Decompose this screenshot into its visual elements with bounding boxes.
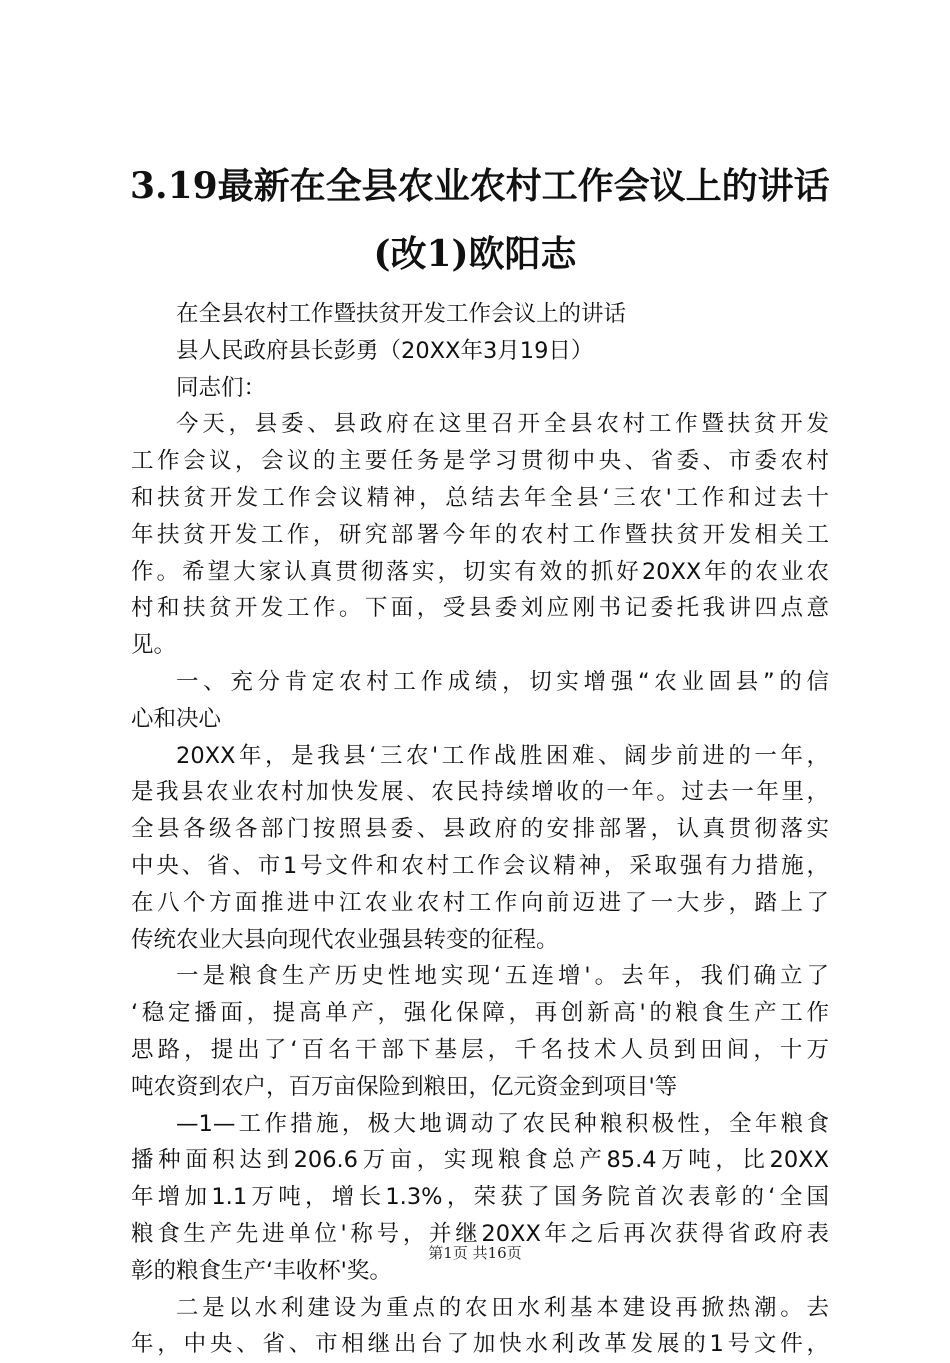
document-body (131, 296, 829, 1363)
body-text-line: —1—工作措施，极大地调动了农民种粮积极性，全年粮食 (176, 1110, 829, 1137)
body-text-line: 县人民政府县长彭勇（20XX年3月19日） (176, 337, 594, 364)
document-title-line-1: 3.19最新在全县农业农村工作会议上的讲话 (130, 165, 830, 207)
body-text-line: 思路，提出了‘百名干部下基层，千名技术人员到田间，十万 (131, 1036, 829, 1063)
body-text-line: 20XX年，是我县‘三农'工作战胜困难、阔步前进的一年， (176, 742, 829, 769)
body-text-line: 年增加1.1万吨，增长1.3%，荣获了国务院首次表彰的‘全国 (131, 1184, 829, 1211)
body-text-line: 传统农业大县向现代农业强县转变的征程。 (131, 926, 559, 953)
body-text-line: 中央、省、市1号文件和农村工作会议精神，采取强有力措施， (131, 852, 829, 879)
body-text-line: 作。希望大家认真贯彻落实，切实有效的抓好20XX年的农业农 (131, 558, 829, 585)
body-text-line: ‘稳定播面，提高单产，强化保障，再创新高'的粮食生产工作 (131, 1000, 829, 1027)
body-text-line: 彰的粮食生产‘丰收杯'奖。 (131, 1257, 392, 1284)
body-text-line: 二是以水利建设为重点的农田水利基本建设再掀热潮。去 (176, 1294, 829, 1321)
body-text-line: 一、充分肯定农村工作成绩，切实增强“农业固县”的信 (176, 668, 829, 695)
body-text-line: 工作会议，会议的主要任务是学习贯彻中央、省委、市委农村 (131, 448, 829, 475)
document-title-line-2: (改1)欧阳志 (373, 233, 577, 275)
body-text-line: 是我县农业农村加快发展、农民持续增收的一年。过去一年里， (131, 779, 829, 806)
body-text-line: 和扶贫开发工作会议精神，总结去年全县‘三农'工作和过去十 (131, 484, 829, 511)
body-text-line: 见。 (131, 632, 177, 659)
body-text-line: 吨农资到农户，百万亩保险到粮田，亿元资金到项目'等 (131, 1073, 678, 1100)
page-footer: 第1页 共16页 (428, 1244, 522, 1262)
body-text-line: 村和扶贫开发工作。下面，受县委刘应刚书记委托我讲四点意 (131, 595, 829, 622)
body-text-line: 年扶贫开发工作，研究部署今年的农村工作暨扶贫开发相关工 (131, 521, 829, 548)
body-text-line: 年，中央、省、市相继出台了加快水利改革发展的1号文件， (131, 1331, 829, 1358)
body-text-line: 播种面积达到206.6万亩，实现粮食总产85.4万吨，比20XX (131, 1147, 829, 1174)
body-text-line: 同志们： (176, 374, 267, 401)
body-text-line: 一是粮食生产历史性地实现‘五连增'。去年，我们确立了 (176, 963, 829, 990)
body-text-line: 全县各级各部门按照县委、县政府的安排部署，认真贯彻落实 (131, 816, 829, 843)
body-text-line: 粮食生产先进单位'称号，并继20XX年之后再次获得省政府表 (131, 1220, 829, 1247)
body-text-line: 在八个方面推进中江农业农村工作向前迈进了一大步，踏上了 (131, 889, 829, 916)
body-text-line: 心和决心 (131, 705, 222, 732)
body-text-line: 在全县农村工作暨扶贫开发工作会议上的讲话 (176, 301, 627, 327)
body-text-line: 今天，县委、县政府在这里召开全县农村工作暨扶贫开发 (176, 411, 829, 438)
